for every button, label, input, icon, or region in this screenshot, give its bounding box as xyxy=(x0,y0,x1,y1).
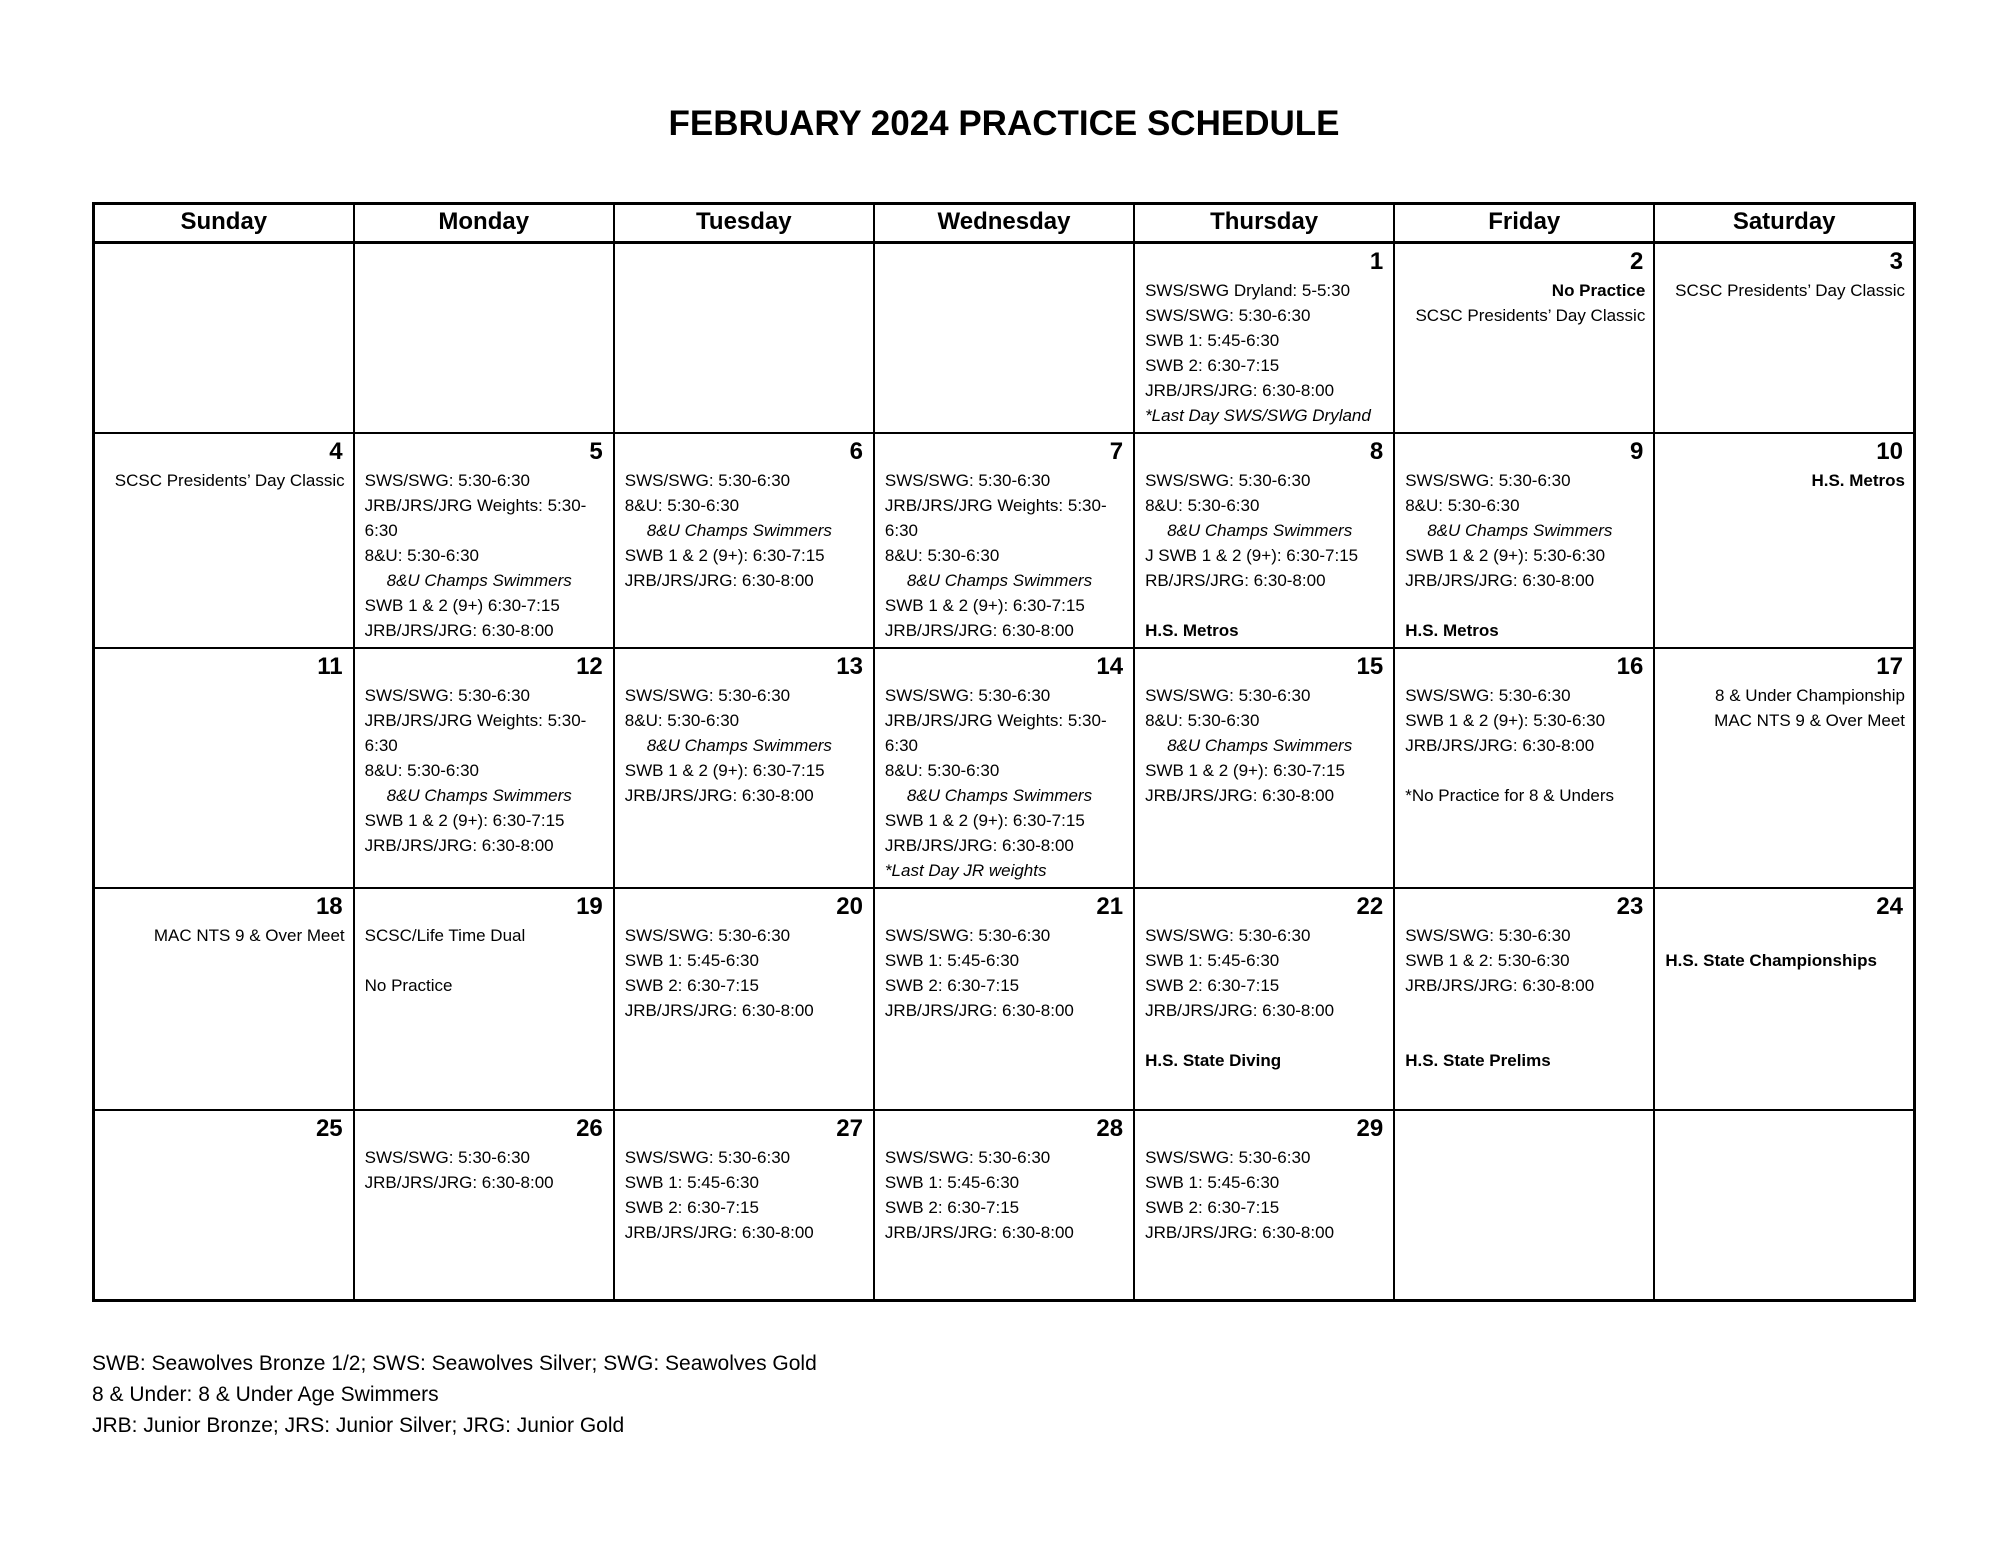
schedule-line: SWB 1 & 2 (9+): 6:30-7:15 xyxy=(624,546,825,565)
schedule-line: 8&U Champs Swimmers xyxy=(1427,521,1613,540)
schedule-line: SWS/SWG: 5:30-6:30 xyxy=(884,471,1051,490)
schedule-line: No Practice xyxy=(364,976,453,995)
day-number: 9 xyxy=(1629,438,1644,465)
day-cell-empty xyxy=(1394,1110,1654,1300)
spacer-line xyxy=(1145,593,1385,618)
day-number xyxy=(105,246,345,278)
schedule-line: JRB/JRS/JRG: 6:30-8:00 xyxy=(1145,1001,1335,1020)
schedule-line: MAC NTS 9 & Over Meet xyxy=(1714,711,1905,730)
schedule-line: JRB/JRS/JRG: 6:30-8:00 xyxy=(364,836,554,855)
day-cell-19 xyxy=(354,888,614,1110)
day-number: 6 xyxy=(849,438,863,465)
schedule-line: SCSC Presidents’ Day Classic xyxy=(114,471,345,490)
week-row-2 xyxy=(94,433,1915,648)
spacer-line xyxy=(1405,1023,1645,1048)
schedule-line: JRB/JRS/JRG Weights: 5:30-6:30 xyxy=(884,711,1107,755)
day-number: 5 xyxy=(589,438,603,465)
day-number: 25 xyxy=(315,1115,343,1142)
schedule-line: H.S. State Prelims xyxy=(1405,1051,1551,1070)
calendar-table xyxy=(92,202,1916,1302)
weekday-header-saturday: Saturday xyxy=(1654,204,1914,243)
schedule-line: SWS/SWG Dryland: 5-5:30 xyxy=(1145,281,1351,300)
schedule-line: SWB 1 & 2 (9+): 6:30-7:15 xyxy=(624,761,825,780)
day-number: 24 xyxy=(1876,893,1903,920)
schedule-line: 8&U Champs Swimmers xyxy=(386,571,572,590)
schedule-line: 8&U: 5:30-6:30 xyxy=(364,761,479,780)
schedule-line: SWS/SWG: 5:30-6:30 xyxy=(1405,471,1571,490)
schedule-line: H.S. State Championships xyxy=(1665,951,1877,970)
schedule-line: SWB 1: 5:45-6:30 xyxy=(624,1173,759,1192)
day-number: 13 xyxy=(836,653,863,680)
schedule-line: JRB/JRS/JRG: 6:30-8:00 xyxy=(1145,1223,1335,1242)
day-number: 27 xyxy=(836,1115,863,1142)
schedule-line: 8&U Champs Swimmers xyxy=(906,786,1093,805)
day-number: 7 xyxy=(1109,438,1124,465)
day-cell-13 xyxy=(614,648,874,888)
spacer-line xyxy=(1405,998,1645,1023)
day-cell-10 xyxy=(1654,433,1914,648)
schedule-line: SWB 1 & 2: 5:30-6:30 xyxy=(1405,951,1570,970)
day-cell-23 xyxy=(1394,888,1654,1110)
day-cell-2 xyxy=(1394,243,1654,434)
schedule-line: SWS/SWG: 5:30-6:30 xyxy=(1405,686,1571,705)
schedule-line: 8&U: 5:30-6:30 xyxy=(624,711,740,730)
schedule-line: SWS/SWG: 5:30-6:30 xyxy=(364,471,530,490)
schedule-line: SWB 1: 5:45-6:30 xyxy=(1145,951,1280,970)
weekday-header-tuesday: Tuesday xyxy=(614,204,874,243)
day-cell-27 xyxy=(614,1110,874,1300)
spacer-line xyxy=(365,948,605,973)
schedule-line: SWB 1 & 2 (9+): 5:30-6:30 xyxy=(1405,546,1606,565)
day-cell-6 xyxy=(614,433,874,648)
schedule-line: No Practice xyxy=(1551,281,1646,300)
schedule-line: SWB 1 & 2 (9+): 6:30-7:15 xyxy=(884,811,1085,830)
schedule-line: RB/JRS/JRG: 6:30-8:00 xyxy=(1145,571,1326,590)
weekday-header-monday: Monday xyxy=(354,204,614,243)
schedule-line: SWB 1 & 2 (9+): 5:30-6:30 xyxy=(1405,711,1606,730)
schedule-line: SWS/SWG: 5:30-6:30 xyxy=(1145,1148,1311,1167)
schedule-line: SWS/SWG: 5:30-6:30 xyxy=(1405,926,1571,945)
schedule-line: JRB/JRS/JRG: 6:30-8:00 xyxy=(364,621,554,640)
day-number: 1 xyxy=(1369,248,1384,275)
day-cell-3 xyxy=(1654,243,1914,434)
schedule-line: JRB/JRS/JRG: 6:30-8:00 xyxy=(364,1173,554,1192)
schedule-line: SWS/SWG: 5:30-6:30 xyxy=(624,926,791,945)
schedule-line: JRB/JRS/JRG Weights: 5:30-6:30 xyxy=(884,496,1107,540)
schedule-line: SWS/SWG: 5:30-6:30 xyxy=(624,471,791,490)
schedule-line: *Last Day SWS/SWG Dryland xyxy=(1145,406,1371,425)
schedule-line: 8&U Champs Swimmers xyxy=(386,786,572,805)
day-number: 12 xyxy=(576,653,603,680)
schedule-line: SWS/SWG: 5:30-6:30 xyxy=(1145,306,1311,325)
schedule-line: SWB 2: 6:30-7:15 xyxy=(624,1198,759,1217)
schedule-line: JRB/JRS/JRG: 6:30-8:00 xyxy=(1405,976,1595,995)
schedule-line: SWS/SWG: 5:30-6:30 xyxy=(884,926,1051,945)
day-cell-9 xyxy=(1394,433,1654,648)
week-row-4 xyxy=(94,888,1915,1110)
day-number: 10 xyxy=(1876,438,1903,465)
schedule-line: JRB/JRS/JRG: 6:30-8:00 xyxy=(884,836,1074,855)
schedule-line: 8&U Champs Swimmers xyxy=(1167,736,1353,755)
schedule-line: H.S. Metros xyxy=(1145,621,1239,640)
schedule-line: SWS/SWG: 5:30-6:30 xyxy=(884,686,1051,705)
day-cell-21 xyxy=(874,888,1134,1110)
day-number: 11 xyxy=(317,653,343,680)
schedule-line: JRB/JRS/JRG: 6:30-8:00 xyxy=(884,1223,1074,1242)
day-cell-empty xyxy=(94,243,354,434)
day-number: 21 xyxy=(1096,893,1124,920)
schedule-line: 8&U: 5:30-6:30 xyxy=(364,546,479,565)
day-cell-empty xyxy=(354,243,614,434)
schedule-line: JRB/JRS/JRG: 6:30-8:00 xyxy=(1405,736,1595,755)
weekday-header-thursday: Thursday xyxy=(1134,204,1394,243)
day-cell-22 xyxy=(1134,888,1394,1110)
schedule-line: JRB/JRS/JRG Weights: 5:30-6:30 xyxy=(364,496,587,540)
schedule-line: SWB 2: 6:30-7:15 xyxy=(624,976,759,995)
day-cell-7 xyxy=(874,433,1134,648)
schedule-line: SWB 2: 6:30-7:15 xyxy=(1145,1198,1280,1217)
schedule-line: SWS/SWG: 5:30-6:30 xyxy=(624,1148,791,1167)
schedule-line: *Last Day JR weights xyxy=(884,861,1047,880)
page-title: FEBRUARY 2024 PRACTICE SCHEDULE xyxy=(668,104,1340,143)
schedule-line: 8 & Under Championship xyxy=(1715,686,1905,705)
schedule-line: SWB 1: 5:45-6:30 xyxy=(1145,1173,1280,1192)
day-cell-26 xyxy=(354,1110,614,1300)
day-cell-20 xyxy=(614,888,874,1110)
day-number xyxy=(1665,1113,1905,1145)
schedule-line: H.S. State Diving xyxy=(1145,1051,1282,1070)
spacer-line xyxy=(1665,923,1905,948)
schedule-line: SWS/SWG: 5:30-6:30 xyxy=(624,686,791,705)
day-number: 22 xyxy=(1356,893,1384,920)
schedule-line: SWB 2: 6:30-7:15 xyxy=(1145,356,1280,375)
day-number: 29 xyxy=(1356,1115,1384,1142)
schedule-line: JRB/JRS/JRG: 6:30-8:00 xyxy=(624,1223,814,1242)
schedule-line: SWS/SWG: 5:30-6:30 xyxy=(364,686,530,705)
schedule-line: J SWB 1 & 2 (9+): 6:30-7:15 xyxy=(1145,546,1359,565)
weekday-header-wednesday: Wednesday xyxy=(874,204,1134,243)
schedule-line: 8&U: 5:30-6:30 xyxy=(1145,711,1260,730)
schedule-line: SWB 1 & 2 (9+): 6:30-7:15 xyxy=(1145,761,1345,780)
day-number: 17 xyxy=(1876,653,1903,680)
calendar-header xyxy=(94,204,1915,243)
day-number: 4 xyxy=(329,438,343,465)
schedule-line: 8&U: 5:30-6:30 xyxy=(1145,496,1260,515)
day-cell-11 xyxy=(94,648,354,888)
schedule-line: SWB 1 & 2 (9+) 6:30-7:15 xyxy=(364,596,560,615)
schedule-line: SWS/SWG: 5:30-6:30 xyxy=(1145,471,1311,490)
day-cell-24 xyxy=(1654,888,1914,1110)
calendar-body xyxy=(94,243,1915,1301)
schedule-line: 8&U: 5:30-6:30 xyxy=(624,496,740,515)
schedule-line: 8&U Champs Swimmers xyxy=(646,736,832,755)
schedule-line: SWS/SWG: 5:30-6:30 xyxy=(364,1148,530,1167)
schedule-line: JRB/JRS/JRG: 6:30-8:00 xyxy=(1145,381,1335,400)
schedule-line: SWB 2: 6:30-7:15 xyxy=(1145,976,1280,995)
day-cell-15 xyxy=(1134,648,1394,888)
schedule-line: SWB 1 & 2 (9+): 6:30-7:15 xyxy=(364,811,565,830)
day-number: 16 xyxy=(1616,653,1644,680)
schedule-line: JRB/JRS/JRG: 6:30-8:00 xyxy=(1145,786,1335,805)
day-number: 26 xyxy=(576,1115,603,1142)
day-number: 3 xyxy=(1889,248,1903,275)
day-cell-17 xyxy=(1654,648,1914,888)
weekday-header-row xyxy=(94,204,1915,243)
spacer-line xyxy=(1405,593,1645,618)
legend xyxy=(92,1348,1916,1441)
legend-line: JRB: Junior Bronze; JRS: Junior Silver; JRG: Junior Gold xyxy=(92,1413,625,1437)
schedule-line: 8&U: 5:30-6:30 xyxy=(884,761,1000,780)
week-row-1 xyxy=(94,243,1915,434)
schedule-line: SCSC Presidents’ Day Classic xyxy=(1415,306,1646,325)
day-cell-5 xyxy=(354,433,614,648)
day-number: 2 xyxy=(1629,248,1644,275)
legend-line: SWB: Seawolves Bronze 1/2; SWS: Seawolves Silver; SWG: Seawolves Gold xyxy=(92,1351,817,1375)
day-cell-14 xyxy=(874,648,1134,888)
day-cell-empty xyxy=(874,243,1134,434)
schedule-line: SWS/SWG: 5:30-6:30 xyxy=(884,1148,1051,1167)
day-number: 19 xyxy=(576,893,603,920)
weekday-header-sunday: Sunday xyxy=(94,204,354,243)
day-cell-29 xyxy=(1134,1110,1394,1300)
week-row-3 xyxy=(94,648,1915,888)
schedule-line: 8&U Champs Swimmers xyxy=(906,571,1093,590)
day-number: 14 xyxy=(1096,653,1124,680)
spacer-line xyxy=(1145,1023,1385,1048)
day-number: 28 xyxy=(1096,1115,1124,1142)
schedule-line: SWB 1: 5:45-6:30 xyxy=(624,951,759,970)
spacer-line xyxy=(1405,758,1645,783)
day-number: 23 xyxy=(1616,893,1644,920)
day-cell-empty xyxy=(614,243,874,434)
schedule-line: SWB 2: 6:30-7:15 xyxy=(884,1198,1020,1217)
day-cell-1 xyxy=(1134,243,1394,434)
day-number: 20 xyxy=(836,893,863,920)
schedule-line: SWB 1: 5:45-6:30 xyxy=(884,951,1020,970)
day-number: 8 xyxy=(1369,438,1384,465)
day-cell-18 xyxy=(94,888,354,1110)
schedule-line: MAC NTS 9 & Over Meet xyxy=(153,926,345,945)
schedule-line: JRB/JRS/JRG: 6:30-8:00 xyxy=(624,786,814,805)
day-cell-4 xyxy=(94,433,354,648)
day-number xyxy=(365,246,605,278)
schedule-line: 8&U Champs Swimmers xyxy=(646,521,832,540)
schedule-line: *No Practice for 8 & Unders xyxy=(1405,786,1615,805)
schedule-line: SWB 1 & 2 (9+): 6:30-7:15 xyxy=(884,596,1085,615)
week-row-5 xyxy=(94,1110,1915,1300)
schedule-line: 8&U Champs Swimmers xyxy=(1167,521,1353,540)
day-cell-28 xyxy=(874,1110,1134,1300)
schedule-line: 8&U: 5:30-6:30 xyxy=(1405,496,1520,515)
day-cell-empty xyxy=(1654,1110,1914,1300)
weekday-header-friday: Friday xyxy=(1394,204,1654,243)
schedule-line: JRB/JRS/JRG: 6:30-8:00 xyxy=(884,1001,1074,1020)
day-number xyxy=(885,246,1125,278)
schedule-line: H.S. Metros xyxy=(1405,621,1499,640)
schedule-line: JRB/JRS/JRG: 6:30-8:00 xyxy=(1405,571,1595,590)
schedule-line: SWS/SWG: 5:30-6:30 xyxy=(1145,926,1311,945)
day-cell-16 xyxy=(1394,648,1654,888)
day-number xyxy=(625,246,865,278)
schedule-line: H.S. Metros xyxy=(1811,471,1905,490)
schedule-line: JRB/JRS/JRG: 6:30-8:00 xyxy=(884,621,1074,640)
schedule-line: SCSC Presidents’ Day Classic xyxy=(1675,281,1905,300)
schedule-line: SWS/SWG: 5:30-6:30 xyxy=(1145,686,1311,705)
schedule-line: 8&U: 5:30-6:30 xyxy=(884,546,1000,565)
day-number: 18 xyxy=(315,893,343,920)
day-number xyxy=(1405,1113,1645,1145)
day-cell-12 xyxy=(354,648,614,888)
schedule-line: JRB/JRS/JRG Weights: 5:30-6:30 xyxy=(364,711,587,755)
schedule-line: SCSC/Life Time Dual xyxy=(364,926,526,945)
schedule-line: SWB 1: 5:45-6:30 xyxy=(884,1173,1020,1192)
day-cell-25 xyxy=(94,1110,354,1300)
schedule-line: SWB 1: 5:45-6:30 xyxy=(1145,331,1280,350)
legend-line: 8 & Under: 8 & Under Age Swimmers xyxy=(92,1382,439,1406)
schedule-line: SWB 2: 6:30-7:15 xyxy=(884,976,1020,995)
day-cell-8 xyxy=(1134,433,1394,648)
schedule-line: JRB/JRS/JRG: 6:30-8:00 xyxy=(624,1001,814,1020)
schedule-line: JRB/JRS/JRG: 6:30-8:00 xyxy=(624,571,814,590)
day-number: 15 xyxy=(1356,653,1384,680)
